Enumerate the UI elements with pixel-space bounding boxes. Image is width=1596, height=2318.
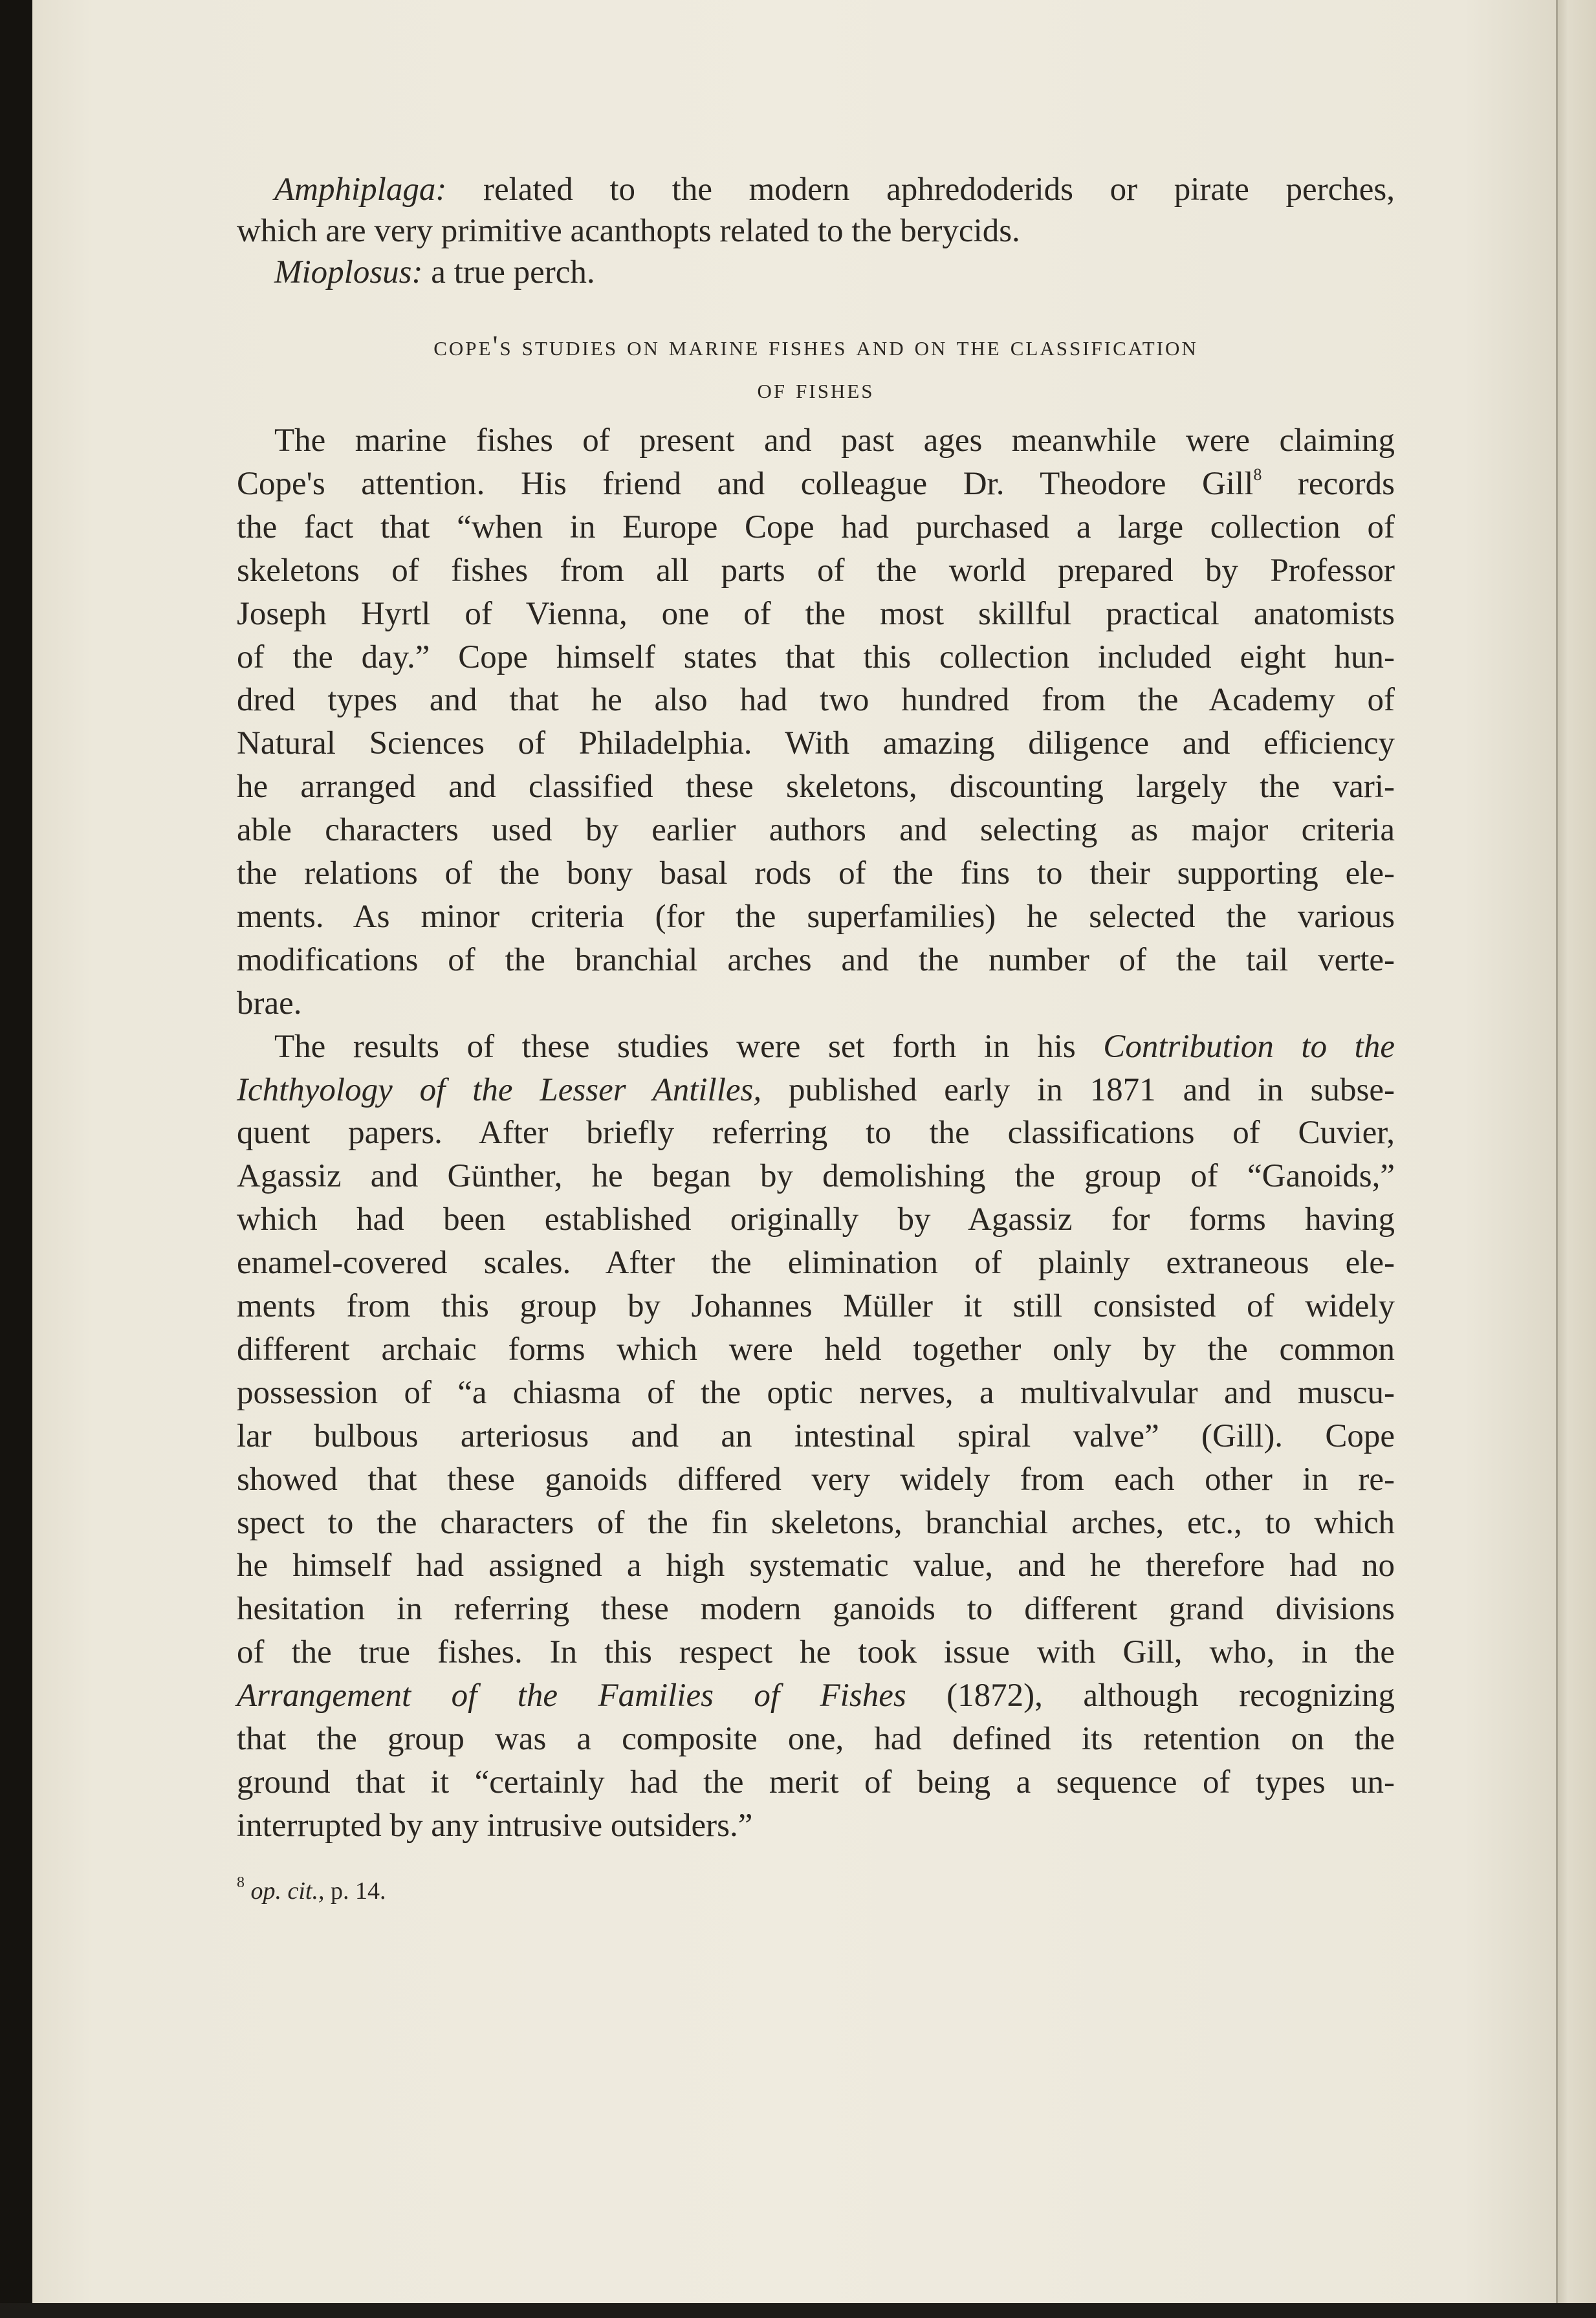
body-line <box>237 463 1395 505</box>
body-line <box>237 939 1395 981</box>
text-run: ments from this group by Johannes Müller it still consisted of widely <box>237 1288 1395 1324</box>
text-run: he himself had assigned a high systematic value, and he therefore had no <box>237 1547 1395 1584</box>
text-run: Joseph Hyrtl of Vienna, one of the most skillful practical anatomists <box>237 595 1395 632</box>
footnote-mark: 8 <box>237 1874 245 1892</box>
body-line <box>237 636 1395 679</box>
text-run: which are very primitive acanthopts related to the berycids. <box>237 213 1020 249</box>
page-fold <box>1556 0 1558 2318</box>
body-line <box>237 1674 1395 1717</box>
body-line <box>237 1502 1395 1544</box>
body-line <box>237 506 1395 549</box>
body-line <box>237 895 1395 938</box>
text-run: which had been established originally by Agassiz for forms having <box>237 1201 1395 1238</box>
intro-line <box>237 168 1395 211</box>
text-run: showed that these ganoids differed very widely from each other in re- <box>237 1461 1395 1498</box>
text-run: enamel-covered scales. After the elimination of plainly extraneous ele- <box>237 1245 1395 1282</box>
text-run: the fact that “when in Europe Cope had purchased a large collection of <box>237 508 1395 545</box>
text-run: ments. As minor criteria (for the superfamilies) he selected the various <box>237 898 1395 935</box>
body-line <box>237 1415 1395 1458</box>
footnote-reference: 8 <box>1253 465 1262 484</box>
text-run: The marine fishes of present and past ages meanwhile were claiming <box>274 422 1395 459</box>
body-line <box>237 1285 1395 1328</box>
italic-text: Mioplosus: <box>274 254 423 290</box>
body-line <box>237 1241 1395 1284</box>
text-run: published early in 1871 and in subse- <box>761 1071 1395 1108</box>
text-run: Agassiz and Günther, he began by demolishing the group of “Ganoids,” <box>237 1158 1395 1195</box>
text-run: (1872), although recognizing <box>906 1678 1395 1714</box>
body-line <box>237 722 1395 765</box>
text-run: a true perch. <box>422 254 595 290</box>
page-left-edge <box>0 0 32 2318</box>
text-run: related to the modern aphredoderids or pirate perches, <box>446 171 1395 208</box>
text-run: interrupted by any intrusive outsiders.” <box>237 1807 753 1844</box>
italic-text: Contribution to the <box>1103 1028 1395 1065</box>
section-heading-line-2: of fishes <box>757 373 875 404</box>
text-run: modifications of the branchial arches and the number of the tail verte- <box>237 941 1395 978</box>
text-run: able characters used by earlier authors and selecting as major criteria <box>237 812 1395 849</box>
intro-line <box>237 210 1395 252</box>
body-line <box>237 852 1395 895</box>
italic-text: Ichthyology of the Lesser Antilles, <box>237 1071 762 1108</box>
text-run: dred types and that he also had two hundred from the Academy of <box>237 682 1395 719</box>
body-line <box>237 1804 1395 1847</box>
text-run: spect to the characters of the fin skeletons, branchial arches, etc., to which <box>237 1504 1395 1541</box>
text-run: brae. <box>237 985 302 1022</box>
body-line <box>237 679 1395 721</box>
text-run: possession of “a chiasma of the optic nerves, a multivalvular and muscu- <box>237 1374 1395 1411</box>
italic-text: Arrangement of the Families of Fishes <box>237 1678 906 1714</box>
section-heading-line-1: cope's studies on marine fishes and on the classification <box>433 330 1198 362</box>
text-run: he arranged and classified these skeletons, discounting largely the vari- <box>237 769 1395 805</box>
text-run: ground that it “certainly had the merit of being a sequence of types un- <box>237 1764 1395 1800</box>
body-line <box>237 1069 1395 1111</box>
italic-text: Amphiplaga: <box>274 171 447 208</box>
body-line <box>237 1631 1395 1674</box>
text-run: skeletons of fishes from all parts of the world prepared by Professor <box>237 552 1395 589</box>
body-line <box>237 1544 1395 1587</box>
body-line <box>237 1588 1395 1630</box>
footnote-citation: op. cit., <box>250 1877 325 1905</box>
text-run: of the true fishes. In this respect he took issue with Gill, who, in the <box>237 1634 1395 1671</box>
body-line <box>237 1198 1395 1241</box>
page-bottom-edge <box>0 2303 1596 2318</box>
text-run: lar bulbous arteriosus and an intestinal spiral valve” (Gill). Cope <box>237 1417 1395 1454</box>
page-right-margin <box>1556 0 1596 2318</box>
body-line <box>237 549 1395 592</box>
body-line <box>237 1372 1395 1414</box>
footnote <box>237 1875 386 1907</box>
body-line <box>237 809 1395 851</box>
body-line <box>237 982 1395 1025</box>
body-line <box>237 1025 1395 1068</box>
text-run: hesitation in referring these modern ganoids to different grand divisions <box>237 1591 1395 1628</box>
intro-line <box>237 251 1395 294</box>
text-run: The results of these studies were set forth in his <box>274 1028 1104 1065</box>
body-line <box>237 1111 1395 1154</box>
text-run: different archaic forms which were held together only by the common <box>237 1331 1395 1368</box>
body-line <box>237 419 1395 462</box>
text-run: that the group was a composite one, had defined its retention on the <box>237 1721 1395 1757</box>
text-run: Natural Sciences of Philadelphia. With amazing diligence and efficiency <box>237 725 1395 762</box>
text-run: the relations of the bony basal rods of the fins to their supporting ele- <box>237 855 1395 891</box>
footnote-page: p. 14. <box>324 1877 386 1905</box>
text-run: records <box>1262 465 1395 502</box>
body-line <box>237 1155 1395 1197</box>
text-run: of the day.” Cope himself states that this collection included eight hun- <box>237 639 1395 675</box>
body-line <box>237 1718 1395 1760</box>
body-line <box>237 1458 1395 1501</box>
body-line <box>237 765 1395 808</box>
body-line <box>237 1761 1395 1804</box>
text-run: quent papers. After briefly referring to the classifications of Cuvier, <box>237 1115 1395 1152</box>
body-line <box>237 593 1395 635</box>
text-run: Cope's attention. His friend and colleague Dr. Theodore Gill <box>237 465 1254 502</box>
body-line <box>237 1328 1395 1371</box>
